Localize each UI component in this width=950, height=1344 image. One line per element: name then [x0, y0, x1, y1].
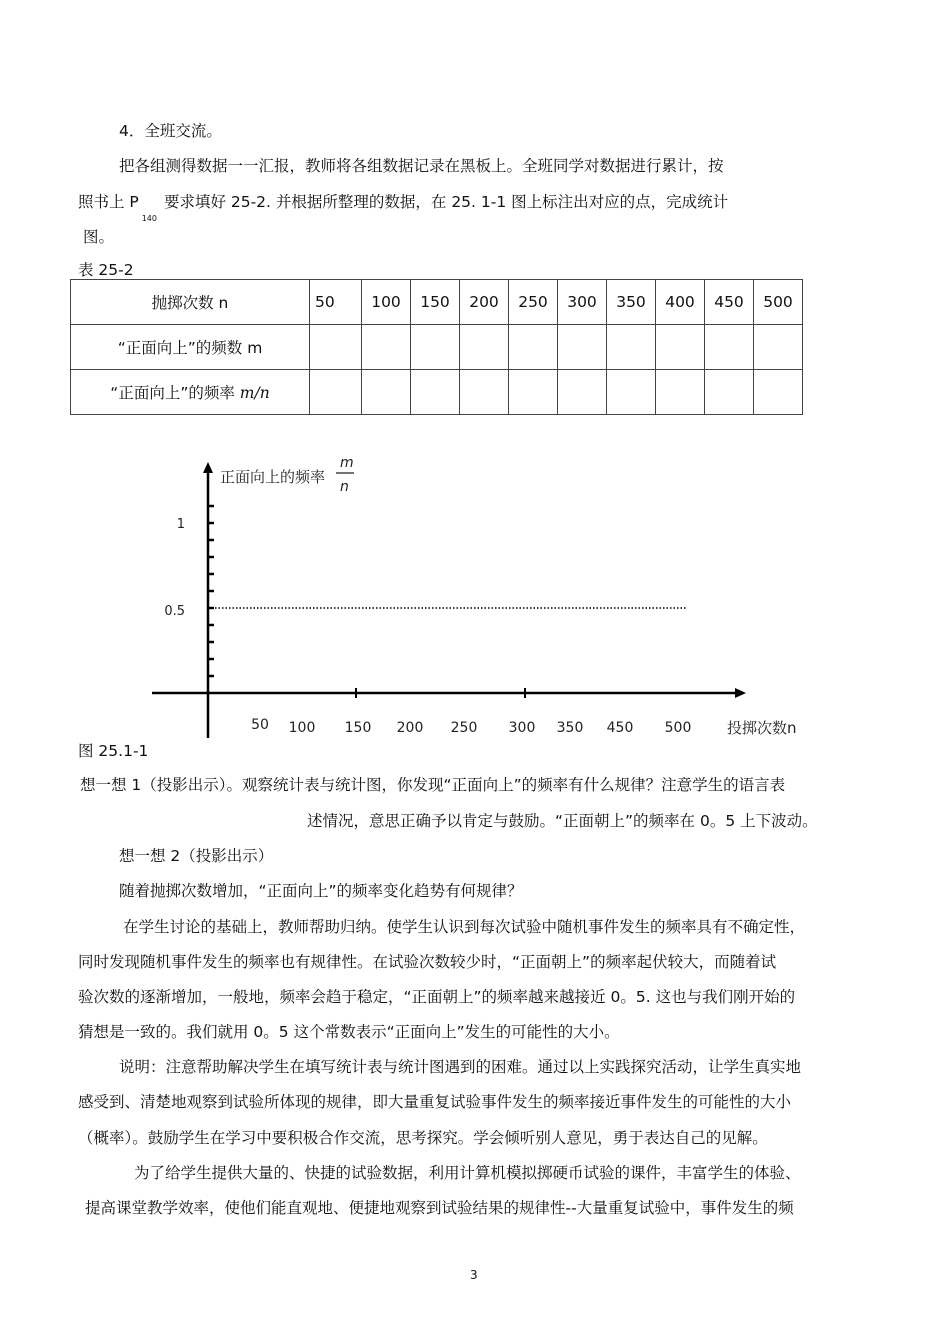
table-cell — [509, 325, 558, 370]
paragraph1-line1: 把各组测得数据一一汇报，教师将各组数据记录在黑板上。全班同学对数据进行累计，按 — [119, 157, 724, 175]
frequency-formula: m/n — [239, 384, 270, 402]
table-col-header: 350 — [607, 280, 656, 325]
x-tick-label: 150 — [344, 720, 372, 736]
x-axis-label: 投掷次数n — [727, 719, 797, 737]
x-tick-label: 250 — [450, 720, 478, 736]
think1-line1: 想一想 1（投影出示）。观察统计表与统计图，你发现“正面向上”的频率有什么规律？注意学生的语言表 — [80, 776, 786, 794]
x-tick-label: 50 — [251, 717, 269, 733]
y-axis-arrow-icon — [203, 462, 213, 473]
table-cell — [607, 370, 656, 415]
table-cell — [558, 370, 607, 415]
x-tick-label: 200 — [396, 720, 424, 736]
think1-line2: 述情况，意思正确予以肯定与鼓励。“正面朝上”的频率在 0。5 上下波动。 — [307, 812, 818, 830]
table-header-label: 抛掷次数 n — [71, 280, 310, 325]
y-tick-label: 1 — [176, 517, 185, 532]
table-row — [71, 325, 803, 370]
table-cell — [460, 325, 509, 370]
table-col-header: 450 — [705, 280, 754, 325]
note-line: 说明：注意帮助解决学生在填写统计表与统计图遇到的困难。通过以上实践探究活动，让学生真实地 — [119, 1058, 802, 1076]
y-axis-label-denominator: n — [340, 479, 349, 495]
x-tick-label: 100 — [288, 720, 316, 736]
summary-line: 在学生讨论的基础上，教师帮助归纳。使学生认识到每次试验中随机事件发生的频率具有不确定性， — [123, 918, 806, 936]
table-cell — [656, 325, 705, 370]
summary-line: 同时发现随机事件发生的频率也有规律性。在试验次数较少时，“正面朝上”的频率起伏较大，而随着试 — [78, 953, 777, 971]
note-line: （概率）。鼓励学生在学习中要积极合作交流，思考探究。学会倾听别人意见，勇于表达自己的见解。 — [78, 1129, 768, 1147]
think2-question: 随着抛掷次数增加，“正面向上”的频率变化趋势有何规律？ — [119, 882, 523, 900]
figure-caption: 图 25.1-1 — [78, 742, 149, 760]
paragraph1-line2 — [78, 192, 729, 223]
table-col-header: 400 — [656, 280, 705, 325]
page-number: 3 — [470, 1268, 478, 1282]
table-cell — [509, 370, 558, 415]
page-ref-subscript: 140 — [141, 214, 157, 223]
section-heading: 4．全班交流。 — [119, 122, 222, 140]
computer-line: 提高课堂教学效率，使他们能直观地、便捷地观察到试验结果的规律性--大量重复试验中，事件发生的频 — [85, 1199, 794, 1217]
table-cell — [310, 325, 362, 370]
x-tick-labels — [251, 717, 691, 736]
table-cell — [656, 370, 705, 415]
summary-line: 猜想是一致的。我们就用 0。5 这个常数表示“正面向上”发生的可能性的大小。 — [78, 1023, 620, 1041]
frequency-chart — [0, 440, 950, 760]
table-row — [71, 280, 803, 325]
table-cell — [411, 325, 460, 370]
y-axis-label-numerator: m — [340, 455, 354, 471]
table-cell — [705, 370, 754, 415]
note-line: 感受到、清楚地观察到试验所体现的规律，即大量重复试验事件发生的频率接近事件发生的可能性的大小 — [78, 1093, 792, 1111]
think2-heading: 想一想 2（投影出示） — [119, 847, 274, 865]
table-col-header: 200 — [460, 280, 509, 325]
paragraph1-line2-prefix: 照书上 P — [78, 193, 139, 211]
table-col-header: 250 — [509, 280, 558, 325]
table-col-header: 50 — [310, 280, 362, 325]
table-col-header: 300 — [558, 280, 607, 325]
summary-line: 验次数的逐渐增加，一般地，频率会趋于稳定，“正面朝上”的频率越来越接近 0。5. 这也与我们刚开始的 — [78, 988, 796, 1006]
table-cell — [558, 325, 607, 370]
table-cell — [362, 370, 411, 415]
table-row-label-frequency — [71, 370, 310, 415]
x-tick-label: 300 — [508, 720, 536, 736]
computer-line: 为了给学生提供大量的、快捷的试验数据，利用计算机模拟掷硬币试验的课件，丰富学生的体验、 — [134, 1164, 801, 1182]
x-tick-label: 450 — [606, 720, 634, 736]
y-axis-label: 正面向上的频率 — [220, 468, 326, 486]
table-cell — [411, 370, 460, 415]
table-cell — [754, 325, 803, 370]
table-row-label-count: “正面向上”的频数 m — [71, 325, 310, 370]
table-cell — [362, 325, 411, 370]
x-axis-arrow-icon — [735, 688, 746, 698]
table-cell — [754, 370, 803, 415]
table-col-header: 500 — [754, 280, 803, 325]
table-cell — [460, 370, 509, 415]
table-caption: 表 25-2 — [78, 261, 134, 279]
x-tick-label: 350 — [556, 720, 584, 736]
frequency-label-text: “正面向上”的频率 — [110, 384, 240, 402]
x-tick-label: 500 — [664, 720, 692, 736]
frequency-table — [70, 279, 803, 415]
y-tick-label: 0.5 — [164, 604, 185, 619]
table-row — [71, 370, 803, 415]
table-col-header: 150 — [411, 280, 460, 325]
table-cell — [310, 370, 362, 415]
table-cell — [607, 325, 656, 370]
table-cell — [705, 325, 754, 370]
paragraph1-line3: 图。 — [83, 228, 115, 246]
paragraph1-line2-rest: 要求填好 25-2. 并根据所整理的数据，在 25. 1-1 图上标注出对应的点，完成统计 — [163, 193, 729, 211]
table-col-header: 100 — [362, 280, 411, 325]
